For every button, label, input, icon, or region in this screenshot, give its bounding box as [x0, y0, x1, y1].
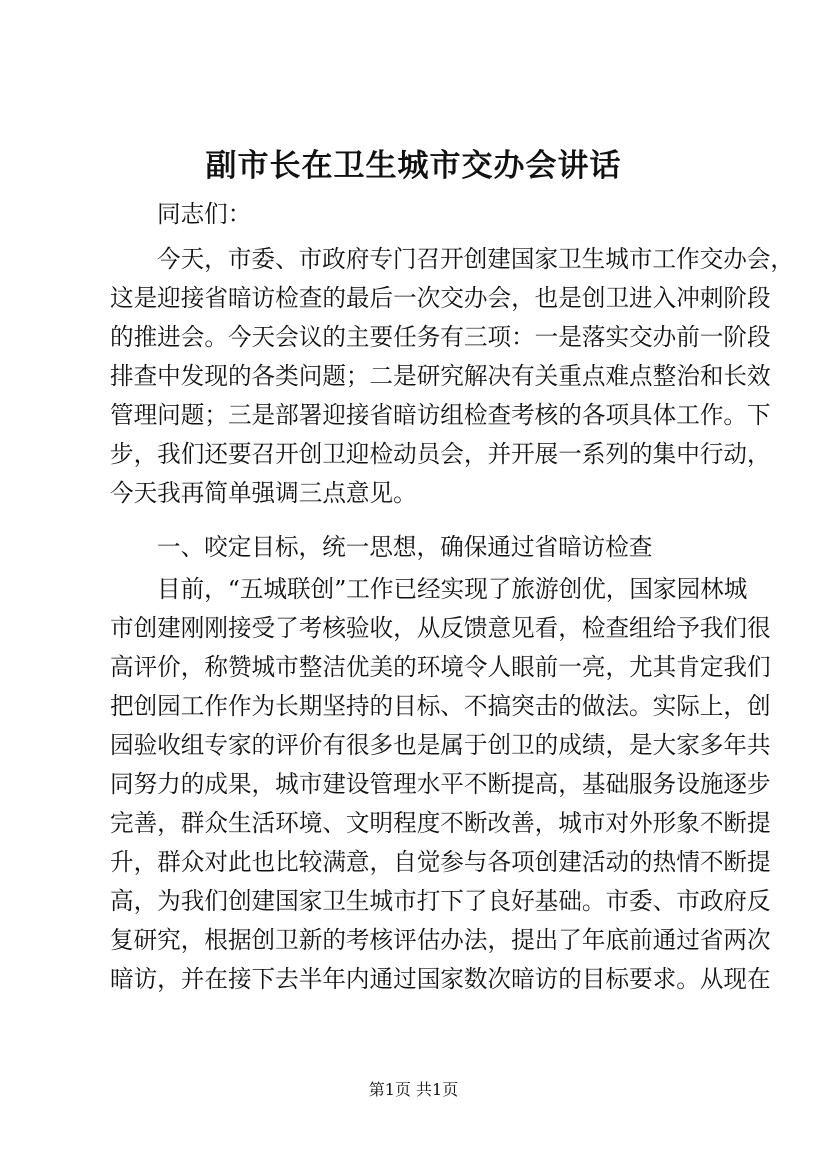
- paragraph-line: 同努力的成果，城市建设管理水平不断提高，基础服务设施逐步: [110, 770, 771, 798]
- paragraph-line: 高评价，称赞城市整洁优美的环境令人眼前一亮，尤其肯定我们: [110, 653, 771, 681]
- paragraph-line: 市创建刚刚接受了考核验收，从反馈意见看，检查组给予我们很: [110, 614, 771, 642]
- paragraph-line: 高，为我们创建国家卫生城市打下了良好基础。市委、市政府反: [110, 887, 771, 915]
- section-heading: 一、咬定目标，统一思想，确保通过省暗访检查: [157, 533, 653, 561]
- page-number-footer: 第1页 共1页: [368, 1080, 459, 1099]
- paragraph-line: 目前，“五城联创”工作已经实现了旅游创优，国家园林城: [157, 575, 748, 603]
- paragraph-line: 这是迎接省暗访检查的最后一次交办会，也是创卫进入冲刺阶段: [110, 284, 771, 312]
- paragraph-line: 排查中发现的各类问题；二是研究解决有关重点难点整治和长效: [110, 362, 771, 390]
- paragraph-line: 完善，群众生活环境、文明程度不断改善，城市对外形象不断提: [110, 809, 771, 837]
- paragraph-line: 步，我们还要召开创卫迎检动员会，并开展一系列的集中行动，: [110, 440, 771, 468]
- salutation: 同志们：: [157, 200, 252, 228]
- paragraph-line: 今天我再简单强调三点意见。: [110, 479, 417, 507]
- paragraph-line: 暗访，并在接下去半年内通过国家数次暗访的目标要求。从现在: [110, 965, 771, 993]
- paragraph-line: 园验收组专家的评价有很多也是属于创卫的成绩，是大家多年共: [110, 731, 771, 759]
- paragraph-line: 复研究，根据创卫新的考核评估办法，提出了年底前通过省两次: [110, 926, 771, 954]
- paragraph-line: 今天，市委、市政府专门召开创建国家卫生城市工作交办会，: [157, 245, 795, 273]
- paragraph-line: 升，群众对此也比较满意，自觉参与各项创建活动的热情不断提: [110, 848, 771, 876]
- page-title: 副市长在卫生城市交办会讲话: [205, 148, 622, 184]
- paragraph-line: 管理问题；三是部署迎接省暗访组检查考核的各项具体工作。下: [110, 401, 771, 429]
- paragraph-line: 把创园工作作为长期坚持的目标、不搞突击的做法。实际上，创: [110, 692, 771, 720]
- paragraph-line: 的推进会。今天会议的主要任务有三项：一是落实交办前一阶段: [110, 323, 771, 351]
